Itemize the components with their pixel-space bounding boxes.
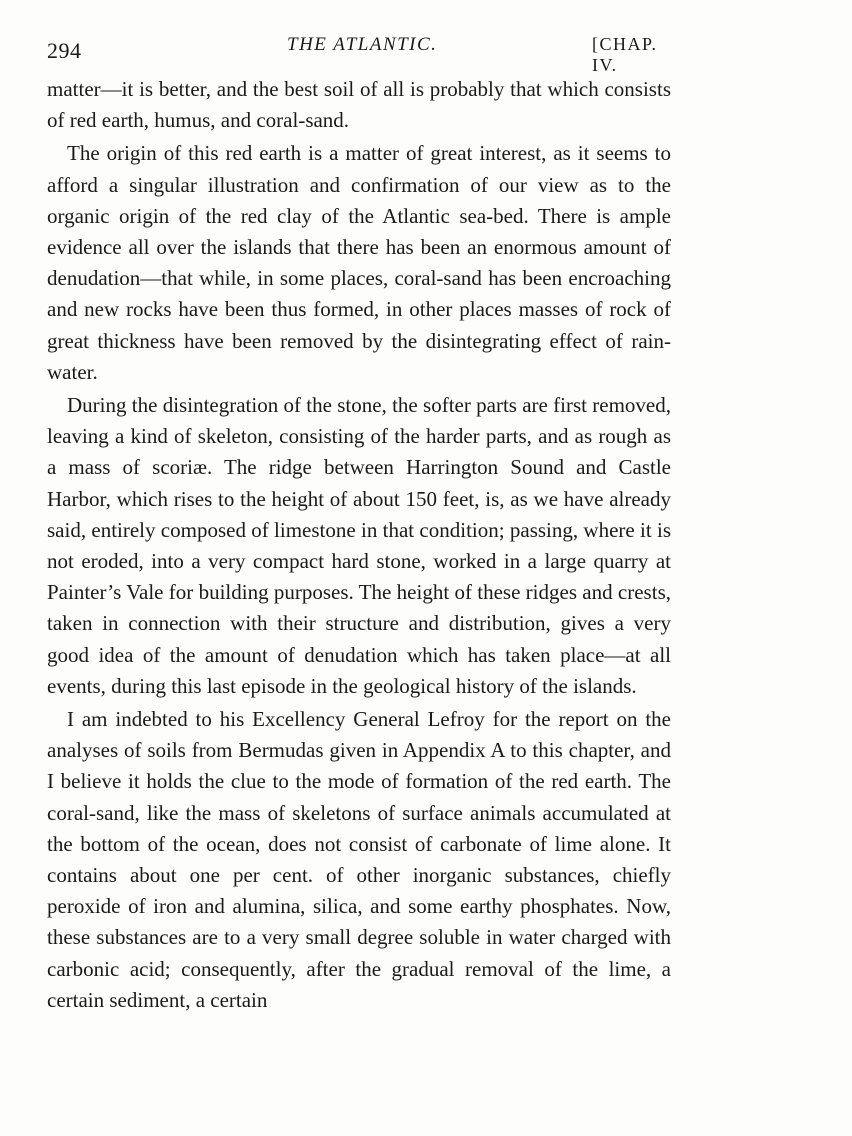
paragraph-continuation: matter—it is better, and the best soil of all is probably that which consists of red earth, humus, and coral-sand.	[47, 77, 671, 133]
body-text	[47, 74, 671, 1016]
chapter-label: [CHAP. IV.	[592, 34, 658, 75]
page-header	[47, 28, 674, 75]
paragraph-red-earth-origin: The origin of this red earth is a matter of great interest, as it seems to afford a singular illustration and confirmation of our view as to the organic origin of the red clay of the Atlantic sea-bed. There is ample evidence all over the islands that there has been an enormous amount of denudation—that while, in some places, coral-sand has been encroaching and new rocks have been thus formed, in other places masses of rock of great thickness have been removed by the disintegrating effect of rain-water.	[47, 141, 671, 384]
paragraph-disintegration: During the disintegration of the stone, the softer parts are first removed, leaving a kind of skeleton, consisting of the harder parts, and as rough as a mass of scoriæ. The ridge between Harrington Sound and Castle Harbor, which rises to the height of about 150 feet, is, as we have already said, entirely composed of limestone in that condition; passing, where it is not eroded, into a very compact hard stone, worked in a large quarry at Painter’s Vale for building purposes. The height of these ridges and crests, taken in connection with their structure and distribution, gives a very good idea of the amount of denudation which has taken place—at all events, during this last episode in the geological history of the islands.	[47, 393, 671, 698]
paragraph-soil-analyses: I am indebted to his Excellency General Lefroy for the report on the analyses of soils from Bermudas given in Appendix A to this chapter, and I believe it holds the clue to the mode of formation of the red earth. The coral-sand, like the mass of skeletons of surface animals accumulated at the bottom of the ocean, does not consist of carbonate of lime alone. It contains about one per cent. of other inorganic substances, chiefly peroxide of iron and alumina, silica, and some earthy phosphates. Now, these substances are to a very small degree soluble in water charged with carbonic acid; consequently, after the gradual removal of the lime, a certain sediment, a certain	[47, 707, 671, 1012]
page-number: 294	[47, 38, 82, 63]
running-title: THE ATLANTIC.	[287, 34, 438, 55]
